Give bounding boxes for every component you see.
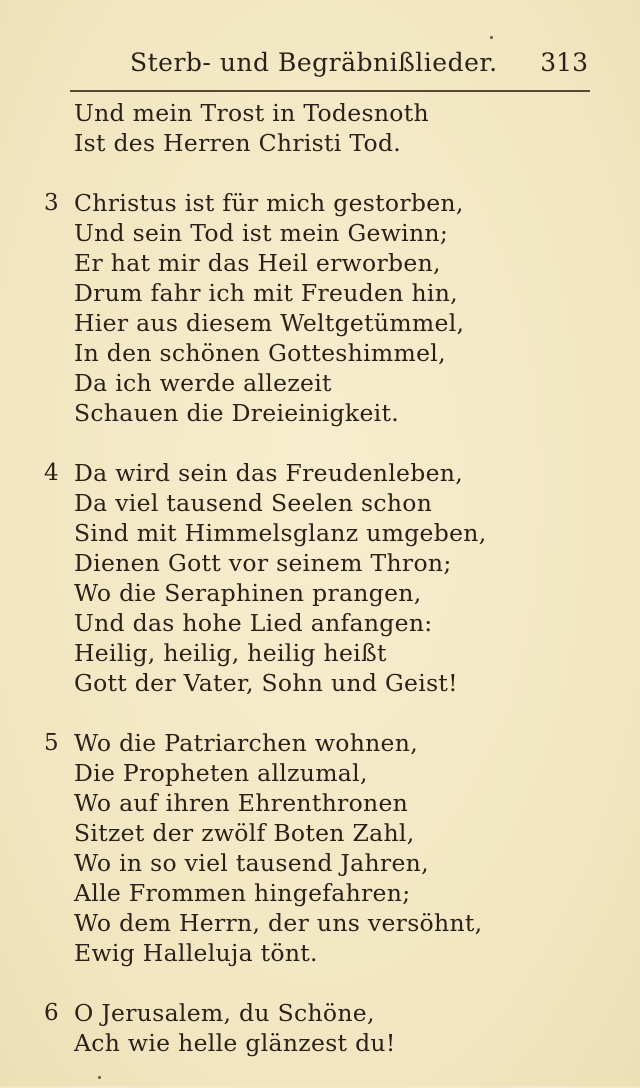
verse-line: Wo dem Herrn, der uns versöhnt, bbox=[74, 909, 483, 937]
verse-line: Und sein Tod ist mein Gewinn; bbox=[74, 219, 449, 247]
verse-line: Dienen Gott vor seinem Thron; bbox=[74, 549, 452, 577]
verse-line: Christus ist für mich gestorben, bbox=[74, 189, 464, 217]
verse-line: Alle Frommen hingefahren; bbox=[74, 879, 411, 907]
verse-line: Heilig, heilig, heilig heißt bbox=[74, 639, 387, 667]
verse-line: Wo die Seraphinen prangen, bbox=[74, 579, 422, 607]
verse-continuation bbox=[0, 98, 640, 158]
verse-3 bbox=[0, 188, 640, 428]
page-header bbox=[0, 46, 640, 86]
verse-line: Gott der Vater, Sohn und Geist! bbox=[74, 669, 458, 697]
verse-line: Sind mit Himmelsglanz umgeben, bbox=[74, 519, 487, 547]
verse-number: 5 bbox=[44, 730, 59, 756]
verse-line: Wo die Patriarchen wohnen, bbox=[74, 729, 418, 757]
verse-line: O Jerusalem, du Schöne, bbox=[74, 999, 375, 1027]
verse-line: Da viel tausend Seelen schon bbox=[74, 489, 433, 517]
verse-line: Die Propheten allzumal, bbox=[74, 759, 368, 787]
verse-line: Da wird sein das Freudenleben, bbox=[74, 459, 464, 487]
running-head: Sterb- und Begräbnißlieder. bbox=[130, 48, 498, 77]
verse-line: Und das hohe Lied anfangen: bbox=[74, 609, 433, 637]
verse-line: Wo auf ihren Ehrenthronen bbox=[74, 789, 409, 817]
hymn-text bbox=[0, 98, 640, 1088]
verse-line: Ach wie helle glänzest du! bbox=[74, 1029, 396, 1057]
verse-line: Hier aus diesem Weltgetümmel, bbox=[74, 309, 465, 337]
verse-5 bbox=[0, 728, 640, 968]
verse-line: Sitzet der zwölf Boten Zahl, bbox=[74, 819, 415, 847]
verse-number: 3 bbox=[44, 190, 59, 216]
verse-line: Drum fahr ich mit Freuden hin, bbox=[74, 279, 458, 307]
verse-line: Ist des Herren Christi Tod. bbox=[74, 129, 402, 157]
paper-speck bbox=[490, 36, 493, 39]
header-rule bbox=[70, 90, 590, 92]
verse-line: Schauen die Dreieinigkeit. bbox=[74, 399, 399, 427]
page-number: 313 bbox=[540, 48, 588, 77]
verse-4 bbox=[0, 458, 640, 698]
verse-line: Da ich werde allezeit bbox=[74, 369, 332, 397]
verse-line: In den schönen Gotteshimmel, bbox=[74, 339, 446, 367]
verse-number: 4 bbox=[44, 460, 59, 486]
verse-line: Und mein Trost in Todesnoth bbox=[74, 99, 429, 127]
verse-6 bbox=[0, 998, 640, 1058]
verse-line: Er hat mir das Heil erworben, bbox=[74, 249, 441, 277]
verse-line: Ewig Halleluja tönt. bbox=[74, 939, 318, 967]
verse-number: 6 bbox=[44, 1000, 59, 1026]
verse-line: Wo in so viel tausend Jahren, bbox=[74, 849, 429, 877]
